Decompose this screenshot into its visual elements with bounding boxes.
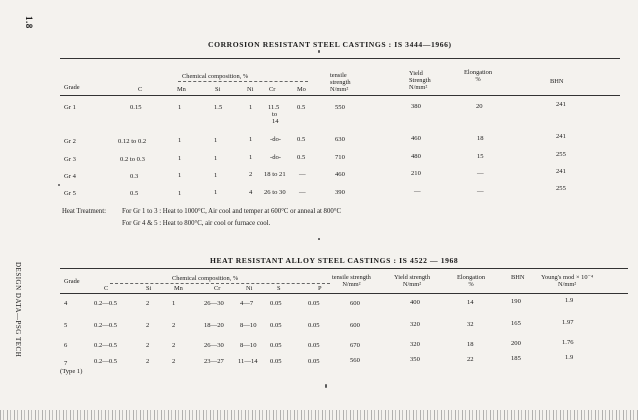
table1-header-ni: Ni	[247, 86, 254, 93]
table2-header-el: Elongation %	[457, 274, 486, 288]
table2-header-p: P	[318, 285, 322, 292]
scan-speck	[58, 184, 60, 186]
table1-chem-rule	[178, 81, 308, 82]
table2-header-c: C	[104, 285, 109, 292]
heat-treatment-label: Heat Treatment:	[62, 208, 106, 215]
heat-treatment-note-2: For Gr 4 & 5 : Heat to 800°C, air cool or furnace cool.	[122, 220, 271, 227]
heat-treatment-note-1: For Gr 1 to 3 : Heat to 1000°C, Air cool and temper at 600°C or anneal at 800°C	[122, 208, 342, 215]
table2-header-mn: Mn	[174, 285, 183, 292]
table2-header-cr: Cr	[214, 285, 221, 292]
table1-header-bhn: BHN	[550, 78, 564, 85]
table2-header-s: S	[277, 285, 281, 292]
table1-header-ts: tensile strength N/mm²	[330, 72, 351, 93]
table1-header-mo: Mo	[297, 86, 306, 93]
table2-header-ni: Ni	[246, 285, 253, 292]
table1-header-chem: Chemical composition, %	[182, 73, 249, 80]
table2-header-ym: Young's mod × 10⁻⁴ N/mm²	[541, 274, 594, 288]
table2-top-rule	[60, 268, 628, 269]
table1-top-rule	[60, 58, 620, 59]
table1-header-si: Si	[215, 86, 221, 93]
table1-header-ys: Yield Strength N/mm²	[409, 70, 431, 91]
table1-header-cr: Cr	[269, 86, 276, 93]
scan-speck	[318, 50, 320, 53]
table2-title: HEAT RESISTANT ALLOY STEEL CASTINGS : IS 4522 — 1968	[210, 256, 459, 265]
table2-chem-rule	[110, 283, 330, 284]
table2-header-ys: Yield strength N/mm²	[394, 274, 431, 288]
scan-speck	[325, 384, 327, 388]
table1-header-el: Elongation %	[464, 69, 493, 83]
page-number: 1.8	[24, 16, 34, 29]
scan-speck	[318, 238, 320, 240]
scan-edge-noise	[0, 410, 638, 420]
table2-header-bhn: BHN	[511, 274, 525, 281]
table2-header-rule	[60, 293, 628, 294]
table1-header-mn: Mn	[177, 86, 186, 93]
spine-text: DESIGN DATA—PSG TECH	[14, 262, 22, 358]
table2-header-chem: Chemical composition, %	[172, 275, 239, 282]
table2-header-si: Si	[146, 285, 152, 292]
table2-header-grade: Grade	[64, 278, 80, 285]
table1-header-grade: Grade	[64, 84, 80, 91]
table2-header-ts: tensile strength N/mm²	[332, 274, 371, 288]
table1-header-rule	[60, 95, 620, 96]
table1-header-c: C	[138, 86, 143, 93]
table1-title: CORROSION RESISTANT STEEL CASTINGS : IS 3444—1966)	[208, 40, 452, 49]
